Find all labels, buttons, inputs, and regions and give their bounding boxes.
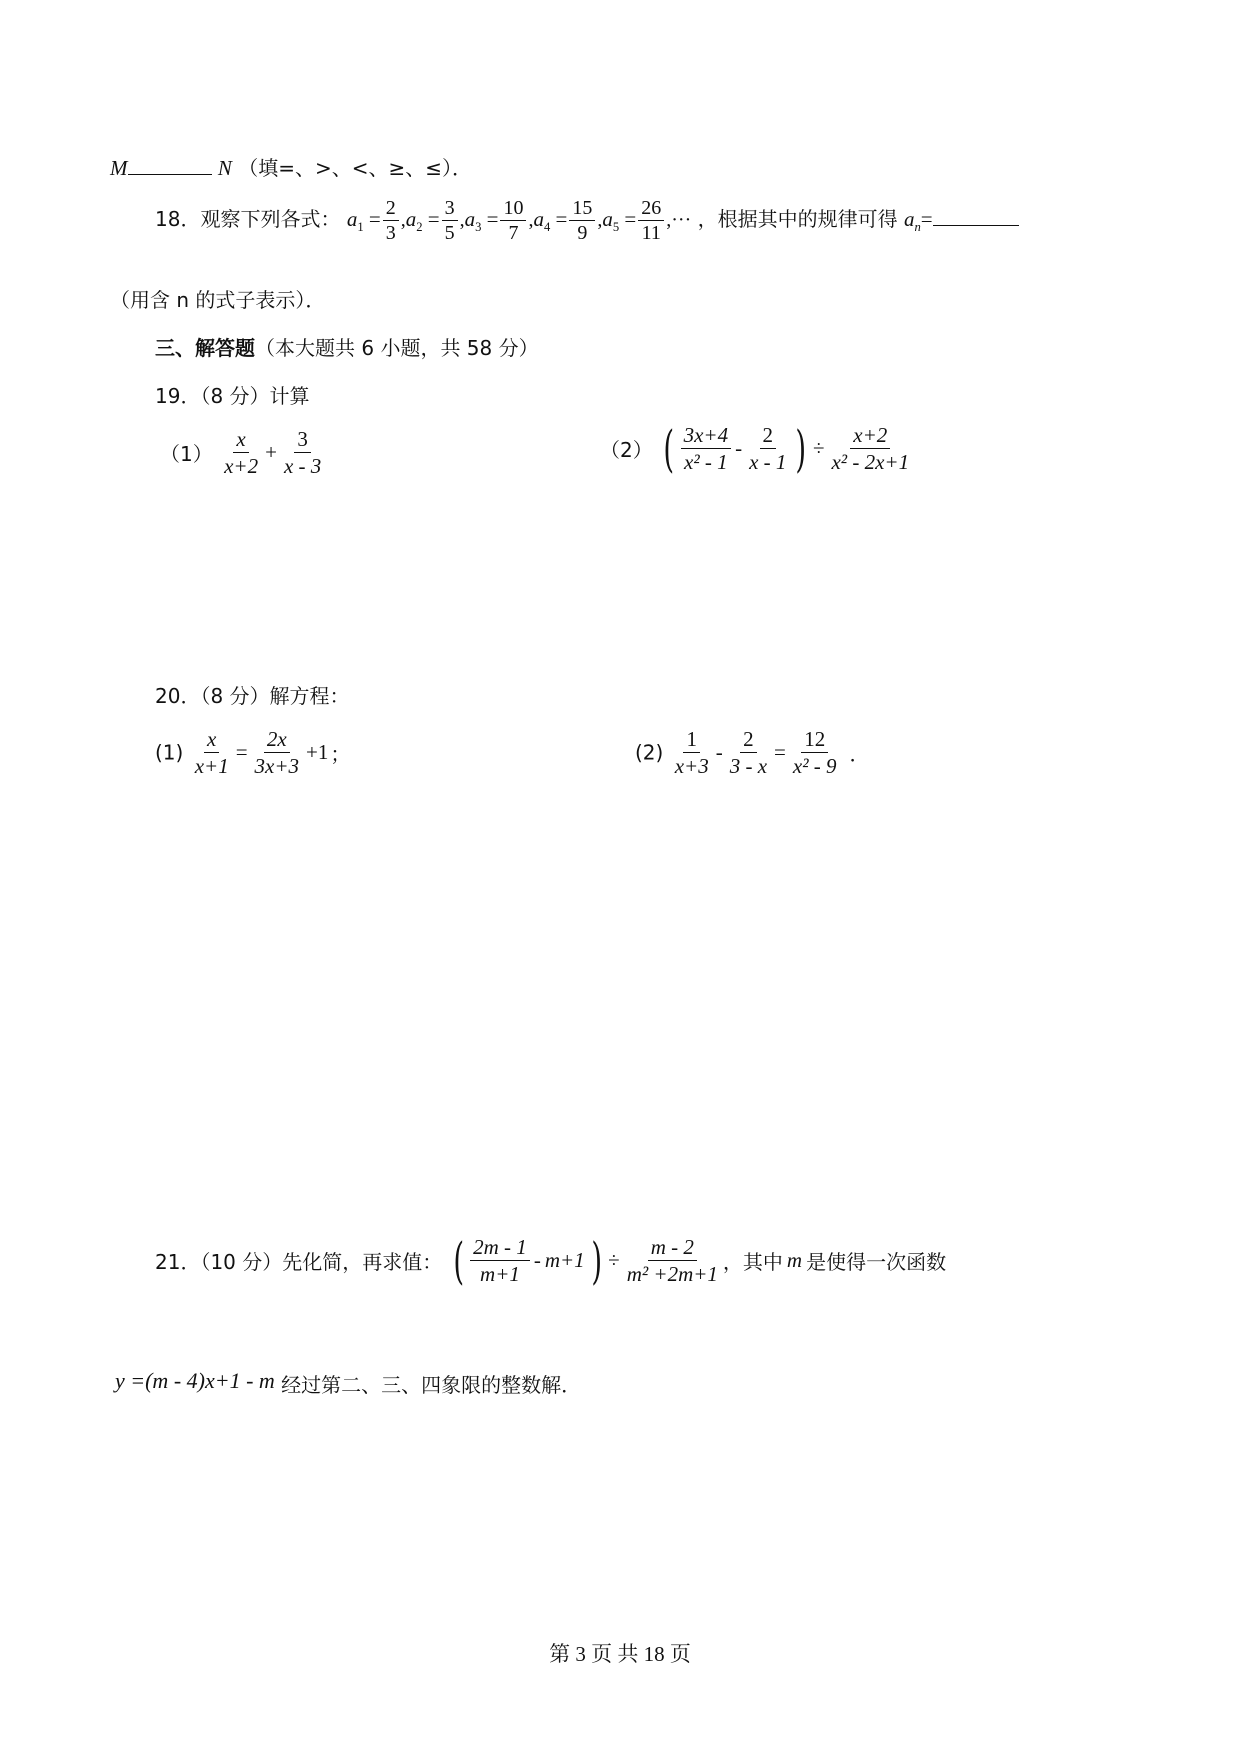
q21-line-2 (115, 1368, 581, 1398)
q18-lead: 观察下列各式： (200, 207, 341, 231)
q17-tail-line (110, 152, 472, 181)
q20-part-1: (1) $\frac{x}{x+1}$ = $\frac{2x}{3x+3}$ +1 ； (155, 727, 351, 778)
seq-term-1: $a_1$ = (346, 207, 381, 235)
q19-frac-c: $\frac{3x+4}{\text{x² - 1}}$ (681, 422, 732, 475)
answer-blank-17 (128, 174, 212, 175)
section-desc: （本大题共 6 小题，共 58 分） (255, 336, 539, 360)
section-title: 三、解答题 (155, 336, 255, 360)
q19-number: 19． (155, 384, 201, 408)
seq-frac-4: $\frac{15}{9}$ (569, 196, 595, 245)
q19-heading (155, 380, 310, 409)
seq-term-3: $a_3$ = (464, 207, 499, 235)
q20-head: （8 分）解方程： (200, 684, 350, 708)
q18-number: 18． (155, 207, 201, 231)
seq-frac-2: $\frac{3}{5}$ (442, 196, 458, 245)
q19-frac-a: $\frac{x}{x+2}$ (224, 427, 259, 478)
q20-frac-c: $\frac{1}{x+3}$ (674, 727, 709, 778)
q20-frac-d: $\frac{2}{3 - x}$ (729, 727, 768, 778)
seq-ellipsis: ,··· (666, 209, 692, 231)
q20-part-2: (2) $\frac{1}{x+3}$ - $\frac{2}{3 - x}$ = $\frac{12}{\text{x² - 9}}$ ． (635, 727, 870, 778)
q19-head: （8 分）计算 (200, 384, 310, 408)
q21-number: 21． (155, 1250, 201, 1274)
q20-heading (155, 680, 350, 709)
section-3-heading (155, 332, 539, 361)
q19-part-1: （1） $\frac{x}{x+2}$ + $\frac{3}{x - 3}$ (160, 426, 326, 479)
page-footer: 第 3 页 共 18 页 (549, 1642, 691, 1666)
question-21: 21．（10 分）先化简，再求值： ( $\frac{2m - 1}{m+1}$ - m+1 ) ÷ $\frac{m - 2}{\text{m² +2m+1}}$ ，其中 m 是使得一次函数 (155, 1231, 947, 1290)
q21-frac-a: $\frac{2m - 1}{m+1}$ (470, 1234, 530, 1287)
q20-frac-a: $\frac{x}{x+1}$ (194, 727, 229, 778)
q20-frac-b: $\frac{2x}{3x+3}$ (254, 727, 300, 778)
q21-tail: 经过第二、三、四象限的整数解． (281, 1373, 582, 1397)
q21-frac-c: $\frac{m - 2}{\text{m² +2m+1}}$ (626, 1235, 718, 1286)
answer-blank-18 (933, 225, 1019, 226)
q20-number: 20． (155, 684, 201, 708)
linear-function: y =(m - 4)x+1 - m (115, 1368, 275, 1393)
q18-tail: （用含 n 的式子表示）． (110, 288, 326, 312)
seq-frac-5: $\frac{26}{11}$ (638, 196, 664, 245)
q18-mid-text: ，根据其中的规律可得 (697, 207, 898, 231)
an-symbol: $a_n$ (903, 207, 921, 235)
seq-term-2: $a_2$ = (405, 207, 440, 235)
symbol-n: N (217, 156, 232, 180)
q20-frac-e: $\frac{12}{\text{x² - 9}}$ (792, 727, 837, 778)
q19-frac-d: $\frac{2}{x - 1}$ (749, 423, 787, 474)
q19-frac-b: $\frac{3}{x - 3}$ (283, 427, 322, 478)
symbol-m: M (110, 156, 128, 180)
an-equals: = (920, 207, 933, 231)
q19-frac-e: $\frac{x+2}{\text{x² - 2x+1}}$ (831, 423, 910, 474)
seq-frac-3: $\frac{10}{7}$ (500, 196, 526, 245)
q21-head: （10 分）先化简，再求值： (200, 1250, 443, 1274)
fill-hint: （填=、>、<、≥、≤）． (238, 156, 473, 180)
seq-term-5: $a_5$ = (602, 207, 637, 235)
q19-part-2: （2） ( $\frac{3x+4}{\text{x² - 1}}$ - $\frac{2}{x - 1}$ ) ÷ $\frac{x+2}{\text{x² - 2x+1}}$ (600, 422, 914, 475)
question-18: 18．观察下列各式： $a_1$ = $\frac{2}{3}$ $,a_2$ = $\frac{3}{5}$ $,a_3$ = $\frac{10}{7}$ $,a_4$ = $\frac{15}{9}$ $,a_5$ = $\frac{26}{11}$ ,··· ，根据其中的规律可得 $a_n=$ (155, 196, 1019, 245)
seq-term-4: $a_4$ = (533, 207, 568, 235)
seq-frac-1: $\frac{2}{3}$ (383, 196, 399, 245)
